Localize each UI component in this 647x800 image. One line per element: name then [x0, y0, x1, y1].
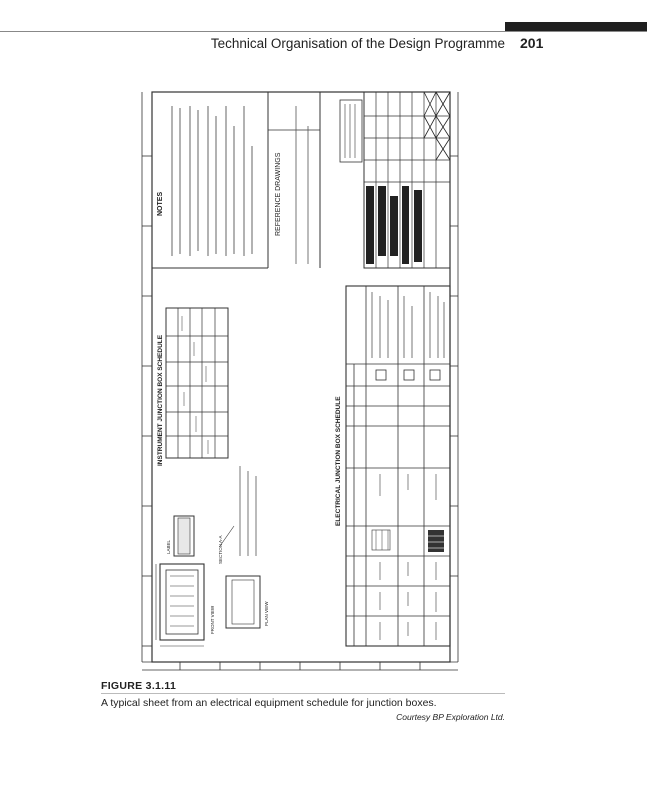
junction-box-schedule-drawing — [140, 86, 462, 678]
plan-view-box — [226, 576, 260, 628]
header-bar — [505, 22, 647, 31]
instrument-schedule-table — [166, 308, 228, 458]
figure-credit: Courtesy BP Exploration Ltd. — [396, 712, 505, 722]
notes-heading: NOTES — [157, 191, 164, 216]
instrument-schedule-heading: INSTRUMENT JUNCTION BOX SCHEDULE — [157, 334, 164, 466]
figure-caption: A typical sheet from an electrical equipment schedule for junction boxes. — [101, 697, 437, 709]
header-rule — [0, 31, 647, 32]
figure-label: FIGURE 3.1.11 — [101, 680, 177, 692]
reference-drawings-heading: REFERENCE DRAWINGS — [275, 152, 282, 236]
caption-rule — [101, 693, 505, 694]
section-label: SECTION A-A — [218, 535, 223, 564]
front-view-box — [160, 564, 204, 640]
electrical-schedule-heading: ELECTRICAL JUNCTION BOX SCHEDULE — [335, 396, 342, 526]
label-callout: LABEL — [166, 539, 171, 554]
plan-view-label: PLAN VIEW — [264, 601, 269, 626]
running-title: Technical Organisation of the Design Programme — [210, 36, 505, 51]
page-number: 201 — [520, 35, 544, 51]
front-view-label: FRONT VIEW — [210, 605, 215, 634]
drawing-frame — [152, 92, 450, 662]
